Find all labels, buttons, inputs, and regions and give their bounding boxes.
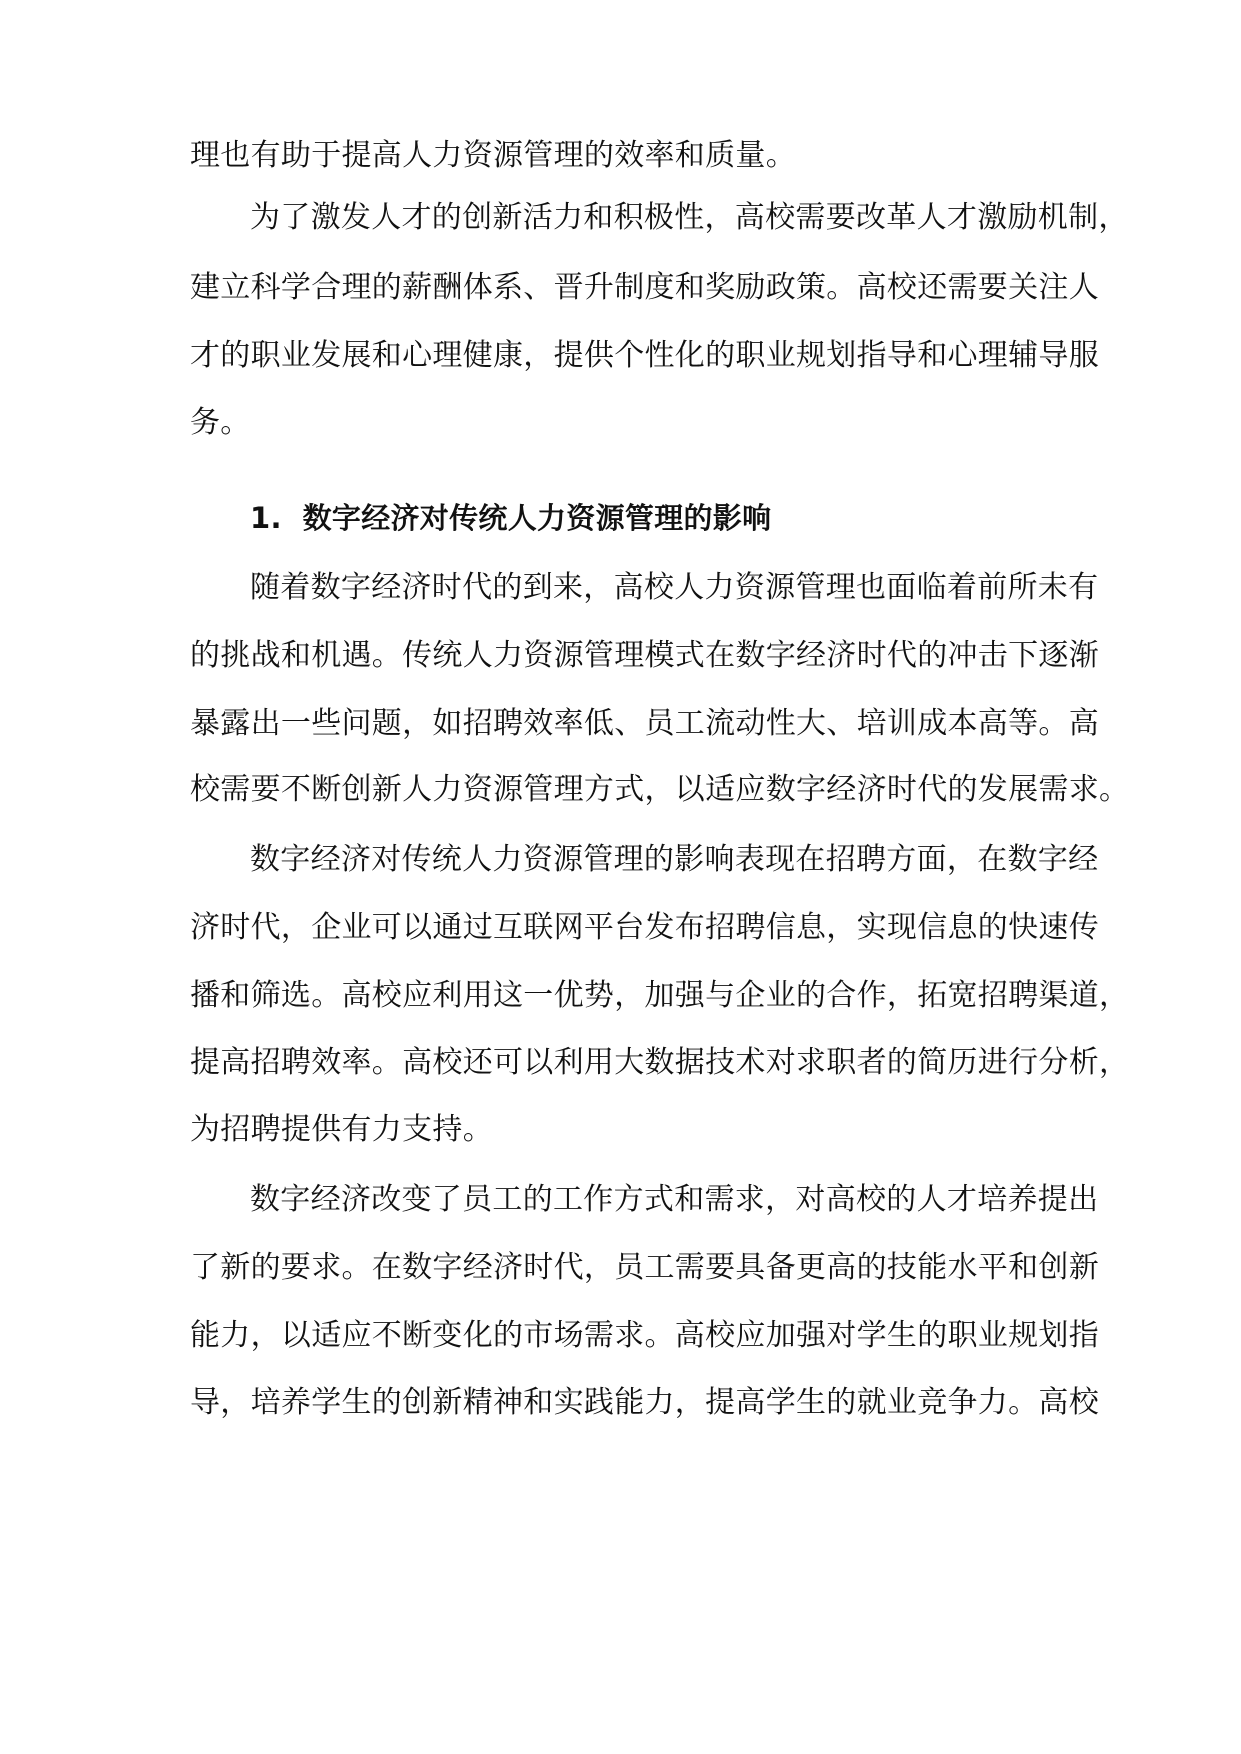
paragraph-line: 的挑战和机遇。传统人力资源管理模式在数字经济时代的冲击下逐渐 xyxy=(190,638,1099,673)
paragraph-line: 播和筛选。高校应利用这一优势，加强与企业的合作，拓宽招聘渠道， xyxy=(190,978,1130,1013)
section-heading xyxy=(250,498,771,538)
paragraph-line: 暴露出一些问题，如招聘效率低、员工流动性大、培训成本高等。高 xyxy=(190,706,1099,741)
section-heading-number: 1. xyxy=(250,501,282,535)
paragraph-line: 理也有助于提高人力资源管理的效率和质量。 xyxy=(190,138,796,173)
paragraph-line: 了新的要求。在数字经济时代，员工需要具备更高的技能水平和创新 xyxy=(190,1250,1099,1285)
paragraph-line: 建立科学合理的薪酬体系、晋升制度和奖励政策。高校还需要关注人 xyxy=(190,270,1099,305)
paragraph-line: 数字经济对传统人力资源管理的影响表现在招聘方面，在数字经 xyxy=(250,842,1099,877)
paragraph-line: 为了激发人才的创新活力和积极性，高校需要改革人才激励机制， xyxy=(250,200,1129,235)
section-heading-title: 数字经济对传统人力资源管理的影响 xyxy=(302,501,772,535)
paragraph-line: 务。 xyxy=(190,405,251,440)
paragraph-line: 才的职业发展和心理健康，提供个性化的职业规划指导和心理辅导服 xyxy=(190,338,1099,373)
paragraph-line: 提高招聘效率。高校还可以利用大数据技术对求职者的简历进行分析， xyxy=(190,1045,1130,1080)
paragraph-line: 随着数字经济时代的到来，高校人力资源管理也面临着前所未有 xyxy=(250,570,1099,605)
paragraph-line: 能力，以适应不断变化的市场需求。高校应加强对学生的职业规划指 xyxy=(190,1318,1099,1353)
paragraph-line: 为招聘提供有力支持。 xyxy=(190,1112,493,1147)
paragraph-line: 济时代，企业可以通过互联网平台发布招聘信息，实现信息的快速传 xyxy=(190,910,1099,945)
paragraph-line: 数字经济改变了员工的工作方式和需求，对高校的人才培养提出 xyxy=(250,1182,1099,1217)
paragraph-line: 导，培养学生的创新精神和实践能力，提高学生的就业竞争力。高校 xyxy=(190,1385,1099,1420)
paragraph-line: 校需要不断创新人力资源管理方式，以适应数字经济时代的发展需求。 xyxy=(190,772,1130,807)
